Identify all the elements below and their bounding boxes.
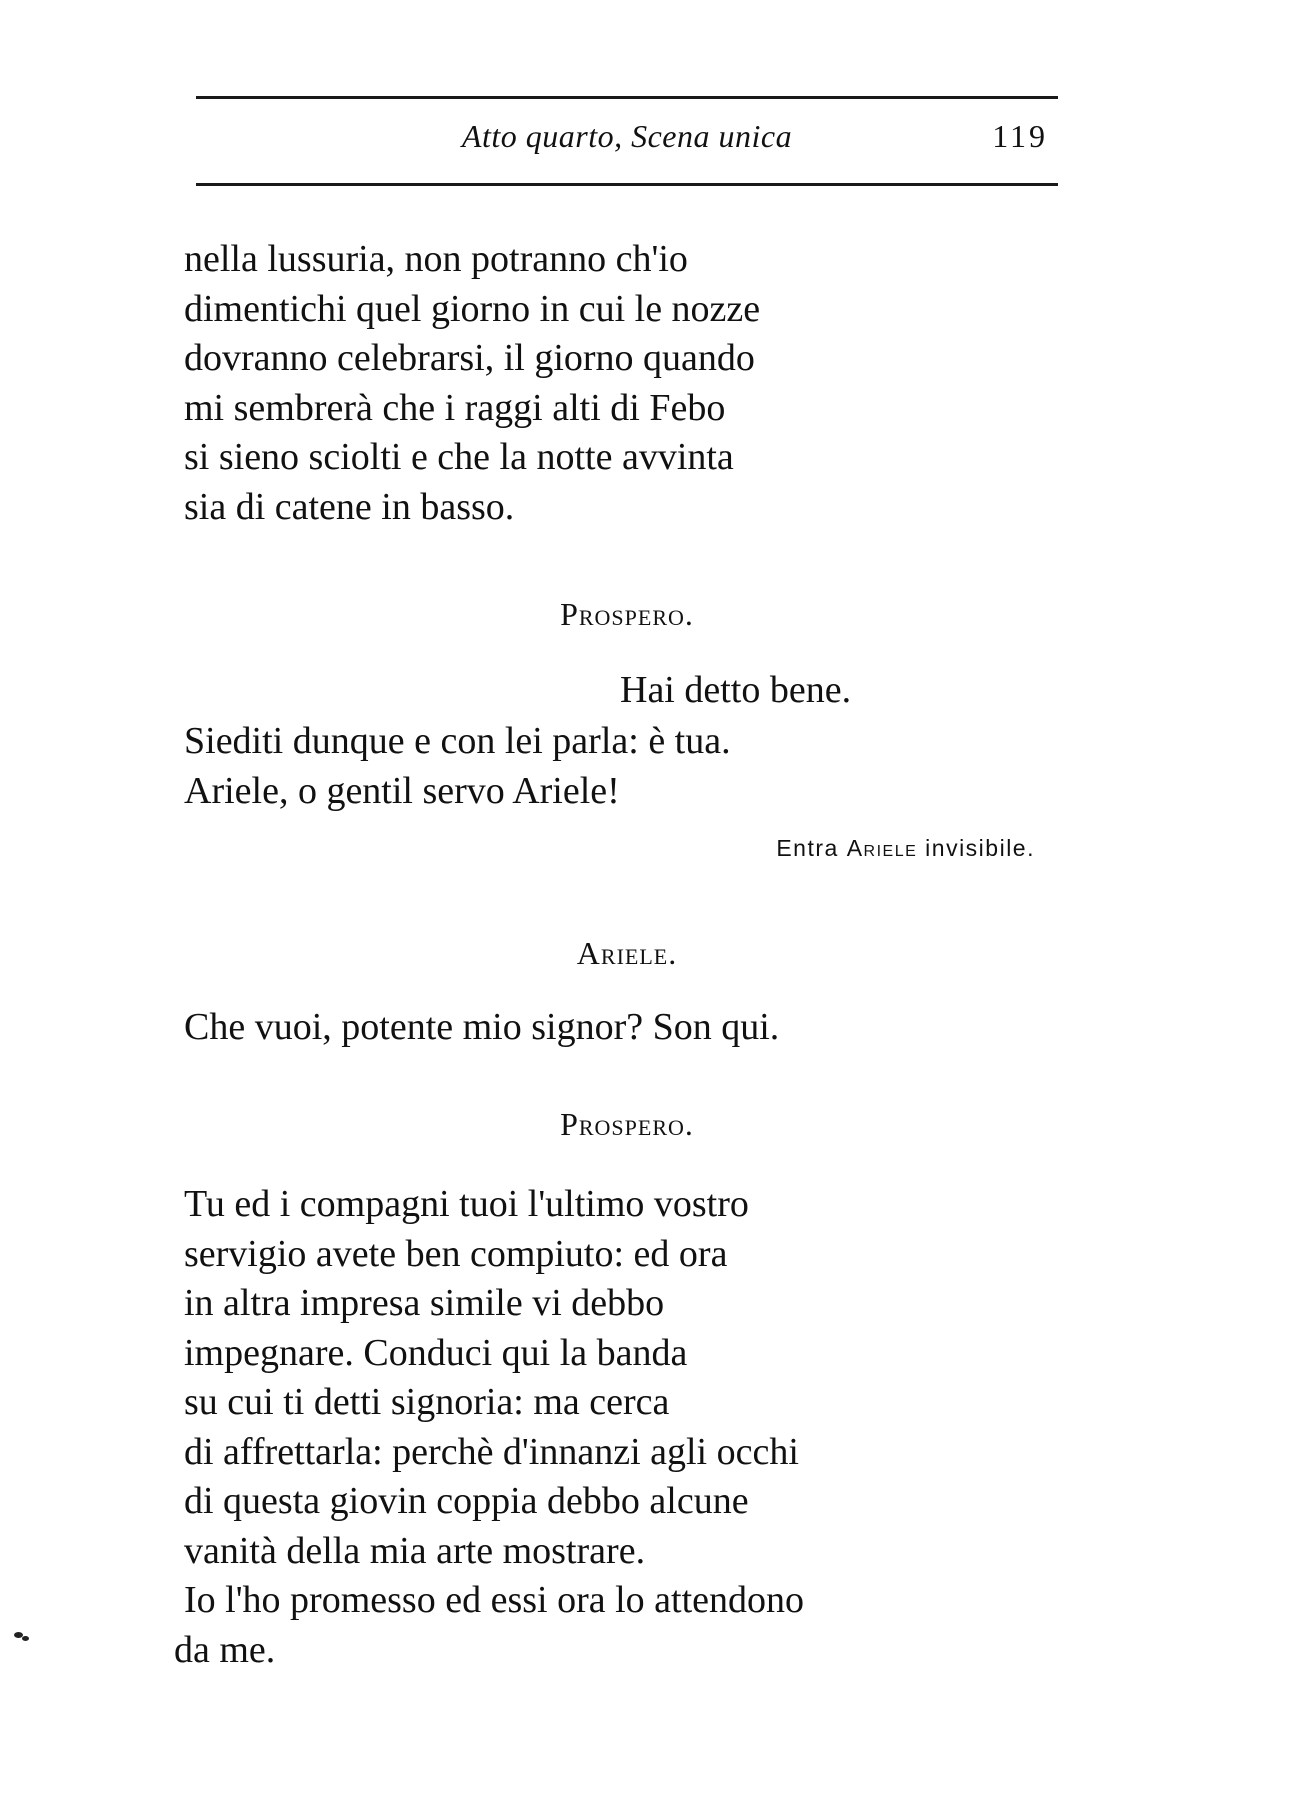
verse-line: su cui ti detti signoria: ma cerca (184, 1381, 670, 1423)
verse-line: Io l'ho promesso ed essi ora lo attendono (184, 1579, 805, 1621)
page-number: 119 (992, 118, 1048, 154)
verse-passage-1 (184, 235, 760, 532)
stage-direction-pre: Entra (776, 835, 847, 861)
verse-line: impegnare. Conduci qui la banda (184, 1331, 688, 1374)
running-head (196, 118, 1058, 164)
header-rule-top (196, 96, 1058, 99)
stage-direction-character: Ariele (846, 835, 918, 861)
verse-line: dimentichi quel giorno in cui le nozze (184, 287, 761, 330)
verse-line: Ariele, o gentil servo Ariele! (184, 769, 620, 812)
verse-line: Tu ed i compagni tuoi l'ultimo vostro (184, 1183, 749, 1225)
header-rule-bottom (196, 183, 1058, 186)
verse-line: si sieno sciolti e che la notte avvinta (184, 436, 734, 478)
ink-speck (22, 1636, 29, 1641)
verse-line-indented: Hai detto bene. (620, 669, 852, 711)
stage-direction (776, 835, 1035, 862)
verse-line: nella lussuria, non potranno ch'io (184, 238, 688, 280)
speaker-heading-prospero: Prospero. (560, 596, 694, 632)
stage-direction-post: invisibile. (917, 835, 1035, 861)
verse-line: Siediti dunque e con lei parla: è tua. (184, 720, 731, 762)
verse-line: servigio avete ben compiuto: ed ora (184, 1232, 728, 1275)
verse-line: mi sembrerà che i raggi alti di Febo (184, 386, 726, 429)
verse-passage-3 (184, 1003, 779, 1053)
verse-line: di affrettarla: perchè d'innanzi agli occhi (184, 1430, 799, 1473)
verse-line: di questa giovin coppia debbo alcune (184, 1480, 749, 1522)
verse-passage-2 (184, 717, 731, 816)
verse-line: da me. (174, 1628, 276, 1671)
verse-line: sia di catene in basso. (184, 485, 515, 528)
speaker-heading-prospero-2: Prospero. (560, 1106, 694, 1142)
verse-line: Che vuoi, potente mio signor? Son qui. (184, 1006, 780, 1048)
speaker-heading-ariele: Ariele. (576, 935, 678, 971)
running-title: Atto quarto, Scena unica (461, 118, 793, 154)
verse-line: vanità della mia arte mostrare. (184, 1529, 646, 1572)
verse-line: dovranno celebrarsi, il giorno quando (184, 337, 755, 379)
verse-passage-4 (174, 1180, 805, 1675)
verse-line: in altra impresa simile vi debbo (184, 1282, 665, 1324)
